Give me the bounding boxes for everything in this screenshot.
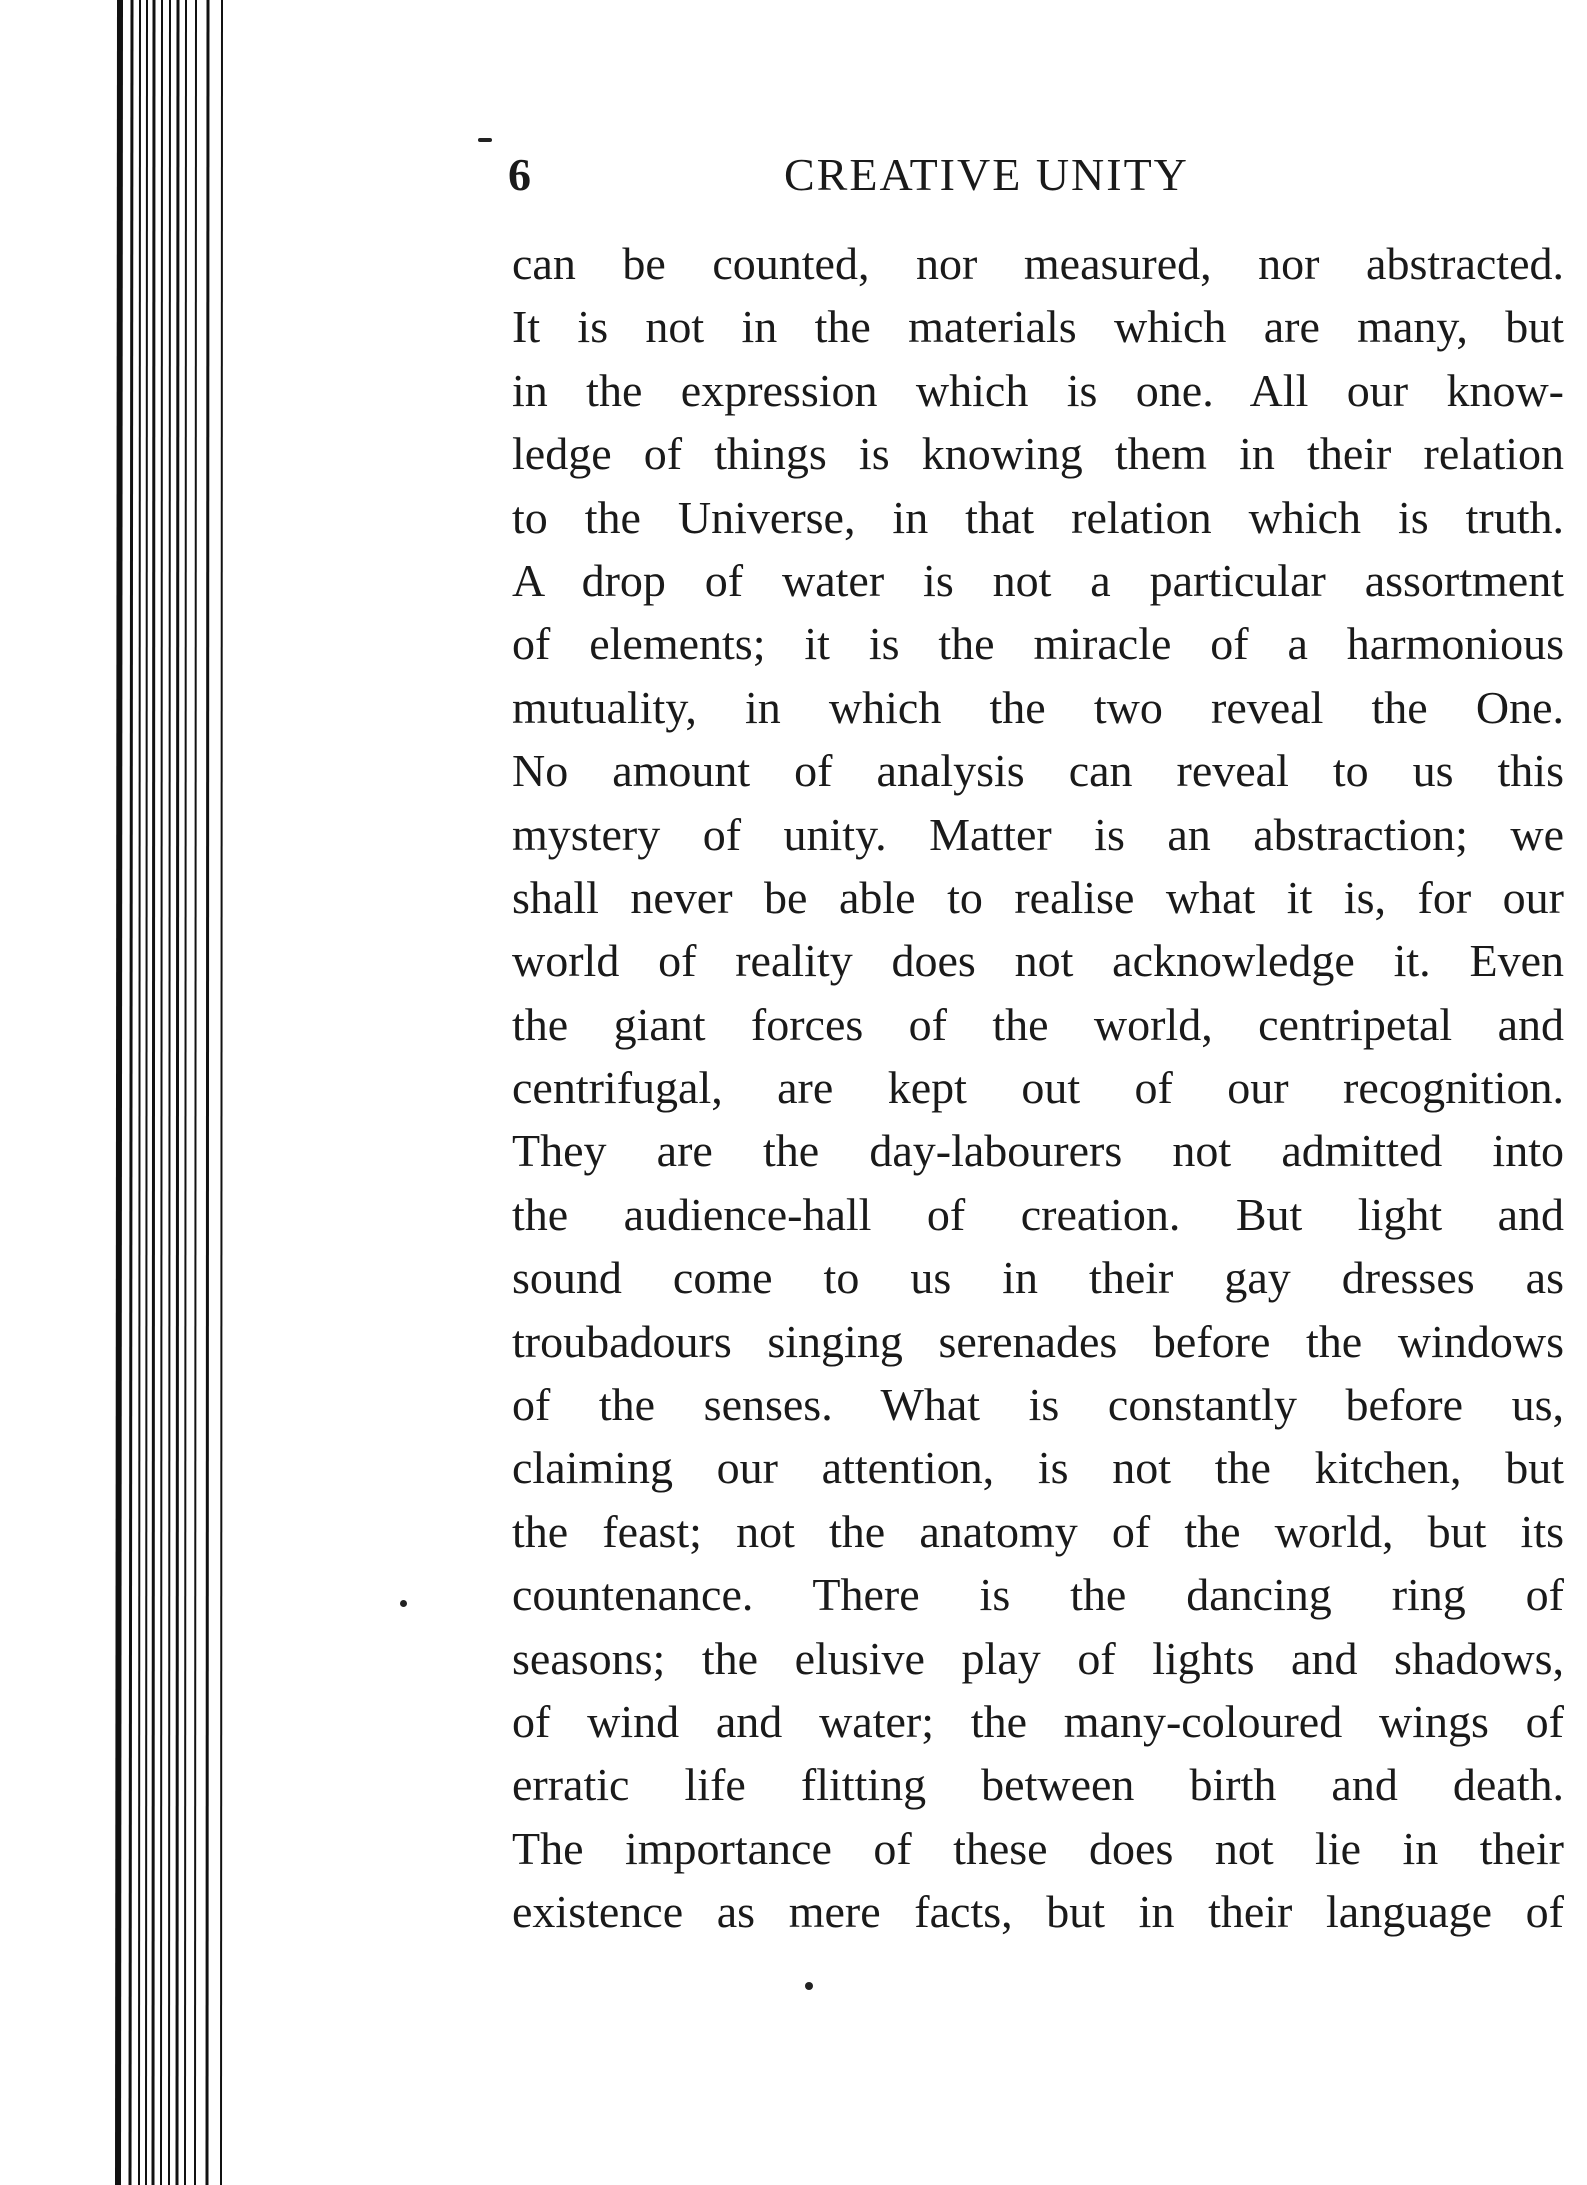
text-line: A drop of water is not a particular assortment xyxy=(512,554,1564,606)
text-line: countenance. There is the dancing ring of xyxy=(512,1569,1564,1621)
scan-speck xyxy=(400,1600,407,1607)
text-line: erratic life flitting between birth and death. xyxy=(512,1759,1564,1811)
text-line: It is not in the materials which are many, but xyxy=(512,301,1564,353)
page-number: 6 xyxy=(508,149,532,200)
text-line: claiming our attention, is not the kitchen, but xyxy=(512,1442,1564,1494)
text-line: of wind and water; the many-coloured wings of xyxy=(512,1695,1564,1747)
text-line: the feast; not the anatomy of the world, but its xyxy=(512,1505,1564,1557)
text-line: mutuality, in which the two reveal the One. xyxy=(512,681,1564,733)
text-line: the audience-hall of creation. But light and xyxy=(512,1188,1564,1240)
body-text xyxy=(512,232,1564,1944)
text-line: of elements; it is the miracle of a harmonious xyxy=(512,618,1564,670)
text-line: mystery of unity. Matter is an abstraction; we xyxy=(512,808,1564,860)
text-line: The importance of these does not lie in their xyxy=(512,1822,1564,1874)
binding-gutter xyxy=(0,0,240,2185)
page-header xyxy=(508,140,1558,210)
text-line: can be counted, nor measured, nor abstracted. xyxy=(512,238,1564,289)
text-line: centrifugal, are kept out of our recognition. xyxy=(512,1062,1564,1114)
text-line: to the Universe, in that relation which is truth. xyxy=(512,491,1564,543)
scan-speck xyxy=(805,1982,813,1990)
text-line: ledge of things is knowing them in their relation xyxy=(512,428,1564,480)
text-line: of the senses. What is constantly before us, xyxy=(512,1379,1564,1431)
running-title: CREATIVE UNITY xyxy=(784,149,1189,200)
text-line: the giant forces of the world, centripetal and xyxy=(512,998,1564,1050)
text-line: seasons; the elusive play of lights and shadows, xyxy=(512,1632,1564,1684)
text-line: shall never be able to realise what it is, for our xyxy=(512,871,1564,923)
scan-speck xyxy=(478,138,492,142)
text-line: existence as mere facts, but in their language of xyxy=(512,1886,1564,1938)
text-line: troubadours singing serenades before the windows xyxy=(512,1315,1564,1367)
text-line: world of reality does not acknowledge it. Even xyxy=(512,935,1564,987)
text-line: No amount of analysis can reveal to us this xyxy=(512,745,1564,797)
text-line: sound come to us in their gay dresses as xyxy=(512,1252,1564,1304)
text-line: in the expression which is one. All our know- xyxy=(512,364,1564,416)
text-line: They are the day-labourers not admitted into xyxy=(512,1125,1564,1177)
